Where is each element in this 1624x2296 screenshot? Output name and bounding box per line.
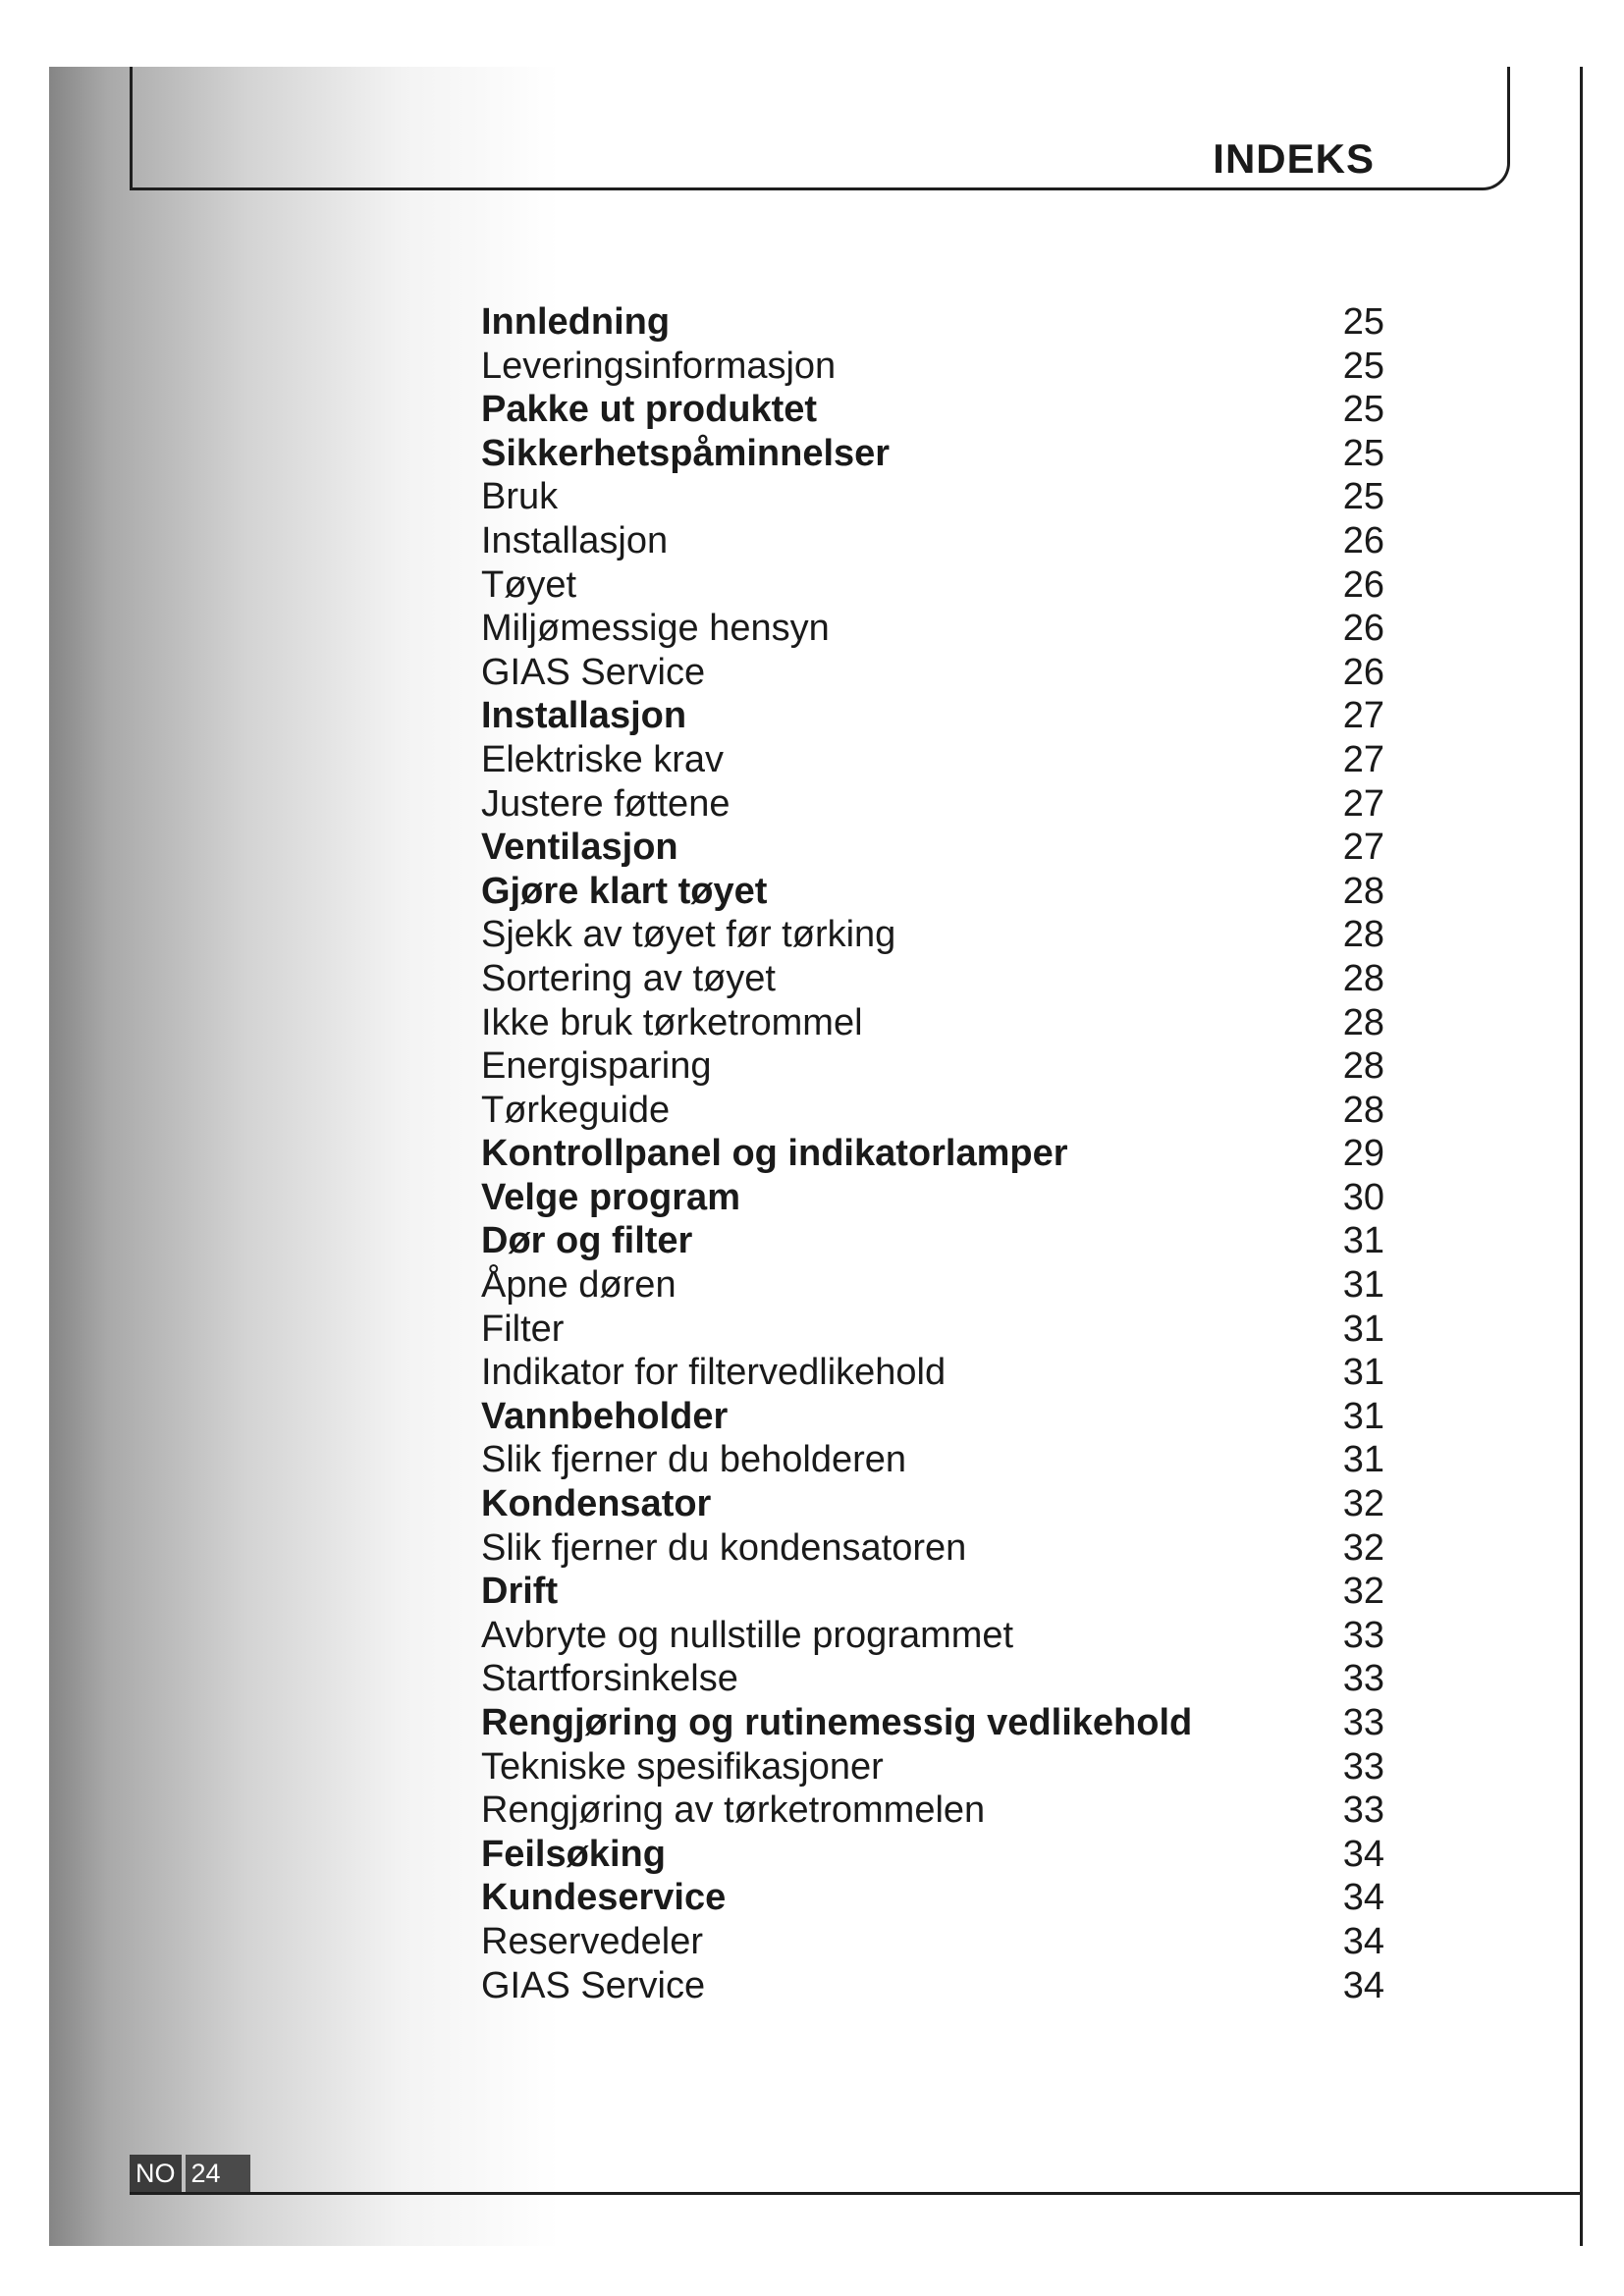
- toc-entry-label: Avbryte og nullstille programmet: [481, 1614, 1014, 1656]
- right-border-rule: [1580, 67, 1583, 2246]
- toc-entry-label: Åpne døren: [481, 1264, 677, 1307]
- toc-entry[interactable]: [481, 1438, 1384, 1482]
- toc-entry-page: 31: [1342, 1264, 1384, 1307]
- toc-entry-page: 33: [1342, 1614, 1384, 1656]
- toc-entry[interactable]: [481, 826, 1384, 870]
- toc-entry-label: Installasjon: [481, 519, 669, 561]
- toc-entry-label: Indikator for filtervedlikehold: [481, 1352, 947, 1394]
- toc-entry-page: 34: [1342, 1920, 1384, 1962]
- toc-entry-label: Tørkeguide: [481, 1089, 671, 1131]
- toc-entry[interactable]: [481, 870, 1384, 914]
- toc-entry-page: 27: [1342, 782, 1384, 825]
- page-title: INDEKS: [1213, 135, 1375, 182]
- toc-entry-page: 26: [1342, 651, 1384, 693]
- toc-entry-page: 27: [1342, 827, 1384, 869]
- toc-entry-label: Installasjon: [481, 695, 687, 737]
- toc-entry-page: 27: [1342, 695, 1384, 737]
- toc-entry[interactable]: [481, 475, 1384, 519]
- toc-entry[interactable]: [481, 1482, 1384, 1526]
- toc-entry-page: 34: [1342, 1877, 1384, 1919]
- toc-entry[interactable]: [481, 1176, 1384, 1220]
- toc-entry[interactable]: [481, 1614, 1384, 1658]
- toc-entry-page: 25: [1342, 345, 1384, 387]
- toc-entry[interactable]: [481, 300, 1384, 345]
- toc-entry-page: 25: [1342, 389, 1384, 431]
- toc-entry-page: 28: [1342, 1089, 1384, 1131]
- toc-entry[interactable]: [481, 519, 1384, 563]
- toc-entry-label: Velge program: [481, 1176, 740, 1218]
- toc-entry[interactable]: [481, 782, 1384, 827]
- toc-entry-page: 25: [1342, 476, 1384, 518]
- toc-entry-page: 31: [1342, 1395, 1384, 1437]
- toc-entry-page: 26: [1342, 519, 1384, 561]
- toc-entry-label: Kontrollpanel og indikatorlamper: [481, 1133, 1068, 1175]
- toc-entry-label: Rengjøring og rutinemessig vedlikehold: [481, 1702, 1193, 1743]
- toc-entry[interactable]: [481, 1745, 1384, 1789]
- toc-entry[interactable]: [481, 738, 1384, 782]
- toc-entry-label: Elektriske krav: [481, 738, 725, 780]
- toc-entry[interactable]: [481, 388, 1384, 432]
- toc-entry-page: 32: [1342, 1571, 1384, 1613]
- toc-entry-page: 32: [1342, 1483, 1384, 1525]
- toc-entry-label: Filter: [481, 1308, 565, 1350]
- toc-entry-label: Dør og filter: [481, 1220, 693, 1262]
- toc-entry[interactable]: [481, 957, 1384, 1001]
- toc-entry-label: Ikke bruk tørketrommel: [481, 1001, 863, 1043]
- toc-entry-page: 31: [1342, 1308, 1384, 1350]
- toc-entry-label: Kundeservice: [481, 1877, 727, 1919]
- toc-entry[interactable]: [481, 1570, 1384, 1614]
- toc-entry-label: Justere føttene: [481, 782, 731, 825]
- toc-entry-label: Feilsøking: [481, 1833, 666, 1875]
- page-number-tab: [130, 2155, 250, 2192]
- toc-entry-page: 25: [1342, 432, 1384, 474]
- language-code: NO: [130, 2155, 182, 2192]
- toc-entry-label: Reservedeler: [481, 1920, 703, 1962]
- toc-entry[interactable]: [481, 1701, 1384, 1745]
- toc-entry-page: 26: [1342, 608, 1384, 650]
- toc-entry-label: Bruk: [481, 476, 559, 518]
- toc-entry[interactable]: [481, 1219, 1384, 1263]
- toc-entry[interactable]: [481, 563, 1384, 608]
- toc-entry-label: Pakke ut produktet: [481, 389, 818, 431]
- toc-entry-label: Innledning: [481, 301, 671, 343]
- toc-entry-page: 25: [1342, 301, 1384, 343]
- toc-entry-page: 30: [1342, 1176, 1384, 1218]
- toc-entry-page: 28: [1342, 1001, 1384, 1043]
- toc-entry-label: Slik fjerner du kondensatoren: [481, 1526, 967, 1569]
- toc-entry-label: Sortering av tøyet: [481, 957, 776, 999]
- toc-entry-label: Ventilasjon: [481, 827, 678, 869]
- toc-entry[interactable]: [481, 1920, 1384, 1964]
- toc-entry-label: Vannbeholder: [481, 1395, 729, 1437]
- toc-entry-page: 28: [1342, 870, 1384, 912]
- toc-entry-label: Leveringsinformasjon: [481, 345, 837, 387]
- toc-entry[interactable]: [481, 694, 1384, 738]
- toc-entry-label: Drift: [481, 1571, 559, 1613]
- toc-entry-label: Tøyet: [481, 563, 577, 606]
- toc-entry-page: 32: [1342, 1526, 1384, 1569]
- toc-entry[interactable]: [481, 1657, 1384, 1701]
- toc-entry-label: Slik fjerner du beholderen: [481, 1439, 907, 1481]
- toc-entry-page: 33: [1342, 1789, 1384, 1832]
- toc-entry-page: 28: [1342, 914, 1384, 956]
- toc-entry-page: 31: [1342, 1220, 1384, 1262]
- toc-entry-page: 33: [1342, 1745, 1384, 1788]
- toc-entry[interactable]: [481, 1001, 1384, 1045]
- toc-entry-page: 29: [1342, 1133, 1384, 1175]
- toc-entry[interactable]: [481, 1789, 1384, 1833]
- toc-entry[interactable]: [481, 1876, 1384, 1920]
- toc-entry[interactable]: [481, 651, 1384, 695]
- toc-entry-label: Sjekk av tøyet før tørking: [481, 914, 896, 956]
- toc-entry-label: Energisparing: [481, 1045, 712, 1088]
- toc-entry[interactable]: [481, 432, 1384, 476]
- toc-entry-page: 26: [1342, 563, 1384, 606]
- toc-entry[interactable]: [481, 1308, 1384, 1352]
- toc-entry-label: GIAS Service: [481, 1964, 706, 2006]
- toc-entry[interactable]: [481, 1263, 1384, 1308]
- toc-entry[interactable]: [481, 1964, 1384, 2008]
- toc-entry-label: Gjøre klart tøyet: [481, 870, 768, 912]
- toc-entry-page: 34: [1342, 1833, 1384, 1875]
- toc-entry-label: Startforsinkelse: [481, 1658, 738, 1700]
- toc-entry-page: 28: [1342, 957, 1384, 999]
- toc-entry-label: Rengjøring av tørketrommelen: [481, 1789, 986, 1832]
- toc-entry[interactable]: [481, 1526, 1384, 1571]
- toc-entry-page: 31: [1342, 1439, 1384, 1481]
- toc-entry[interactable]: [481, 913, 1384, 957]
- toc-entry-page: 27: [1342, 738, 1384, 780]
- page-number: 24: [186, 2155, 250, 2192]
- toc-entry[interactable]: [481, 1833, 1384, 1877]
- toc-entry[interactable]: [481, 1089, 1384, 1133]
- toc-entry-label: Miljømessige hensyn: [481, 608, 830, 650]
- toc-entry[interactable]: [481, 607, 1384, 651]
- toc-entry-page: 31: [1342, 1352, 1384, 1394]
- toc-entry-page: 33: [1342, 1658, 1384, 1700]
- bottom-rule: [130, 2192, 1583, 2195]
- toc-entry[interactable]: [481, 1132, 1384, 1176]
- toc-entry-label: Kondensator: [481, 1483, 712, 1525]
- toc-entry[interactable]: [481, 1351, 1384, 1395]
- toc-entry[interactable]: [481, 1044, 1384, 1089]
- toc-entry-label: GIAS Service: [481, 651, 706, 693]
- toc-entry-page: 34: [1342, 1964, 1384, 2006]
- toc-entry[interactable]: [481, 1395, 1384, 1439]
- toc-entry-label: Sikkerhetspåminnelser: [481, 432, 891, 474]
- toc-entry[interactable]: [481, 345, 1384, 389]
- toc-entry-label: Tekniske spesifikasjoner: [481, 1745, 884, 1788]
- toc-entry-page: 28: [1342, 1045, 1384, 1088]
- toc-entry-page: 33: [1342, 1702, 1384, 1743]
- table-of-contents: [481, 300, 1384, 2007]
